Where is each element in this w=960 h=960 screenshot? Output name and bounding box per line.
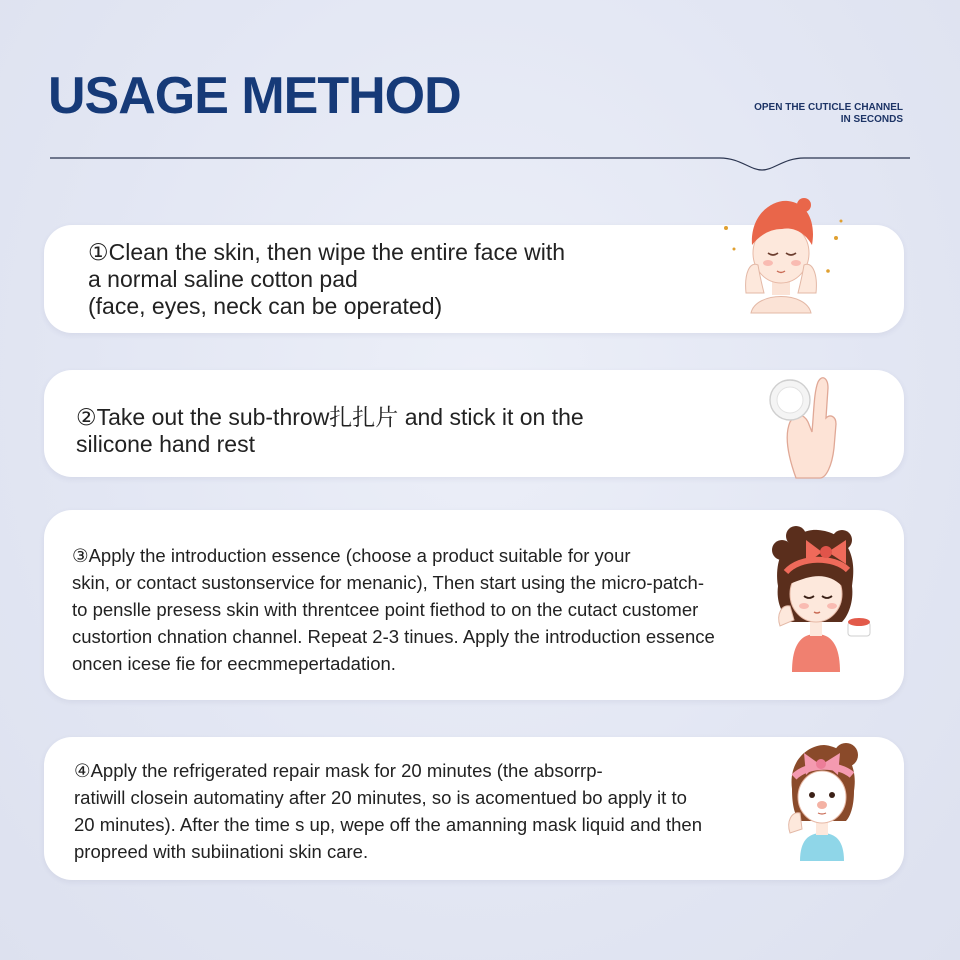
girl-washing-face-icon bbox=[716, 193, 846, 318]
girl-with-mask-icon bbox=[766, 737, 876, 862]
step-2-text: ②Take out the sub-throw扎扎片 and stick it on the silicone hand rest bbox=[76, 404, 584, 457]
step-card-1 bbox=[44, 225, 904, 333]
page-subtitle: OPEN THE CUTICLE CHANNEL IN SECONDS bbox=[754, 102, 903, 125]
step-3-text: ③Apply the introduction essence (choose a product suitable for your skin, or contact sustonservice for menanic), Then start using the micro-patch- to penslle presess skin with threntcee point fiethod to on the cutact customer custortion chnation channel. Repeat 2-3 tinues. Apply the introduction essence oncen icese fie for eecmmepertadation. bbox=[72, 545, 715, 674]
step-card-2 bbox=[44, 370, 904, 477]
header-divider bbox=[50, 148, 910, 178]
step-card-4 bbox=[44, 737, 904, 880]
step-card-3 bbox=[44, 510, 904, 700]
step-1-text: ①Clean the skin, then wipe the entire face with a normal saline cotton pad (face, eyes, neck can be operated) bbox=[88, 239, 566, 319]
girl-applying-essence-icon bbox=[756, 522, 876, 672]
page-title: USAGE METHOD bbox=[48, 67, 461, 125]
hand-holding-pad-icon bbox=[756, 370, 866, 480]
step-4-text: ④Apply the refrigerated repair mask for 20 minutes (the absorrp- ratiwill closein automatiny after 20 minutes, so is acomentued bo apply it to 20 minutes). After the time s up, wepe off the amanning mask liquid and then propreed with subiinationi skin care. bbox=[74, 760, 702, 862]
